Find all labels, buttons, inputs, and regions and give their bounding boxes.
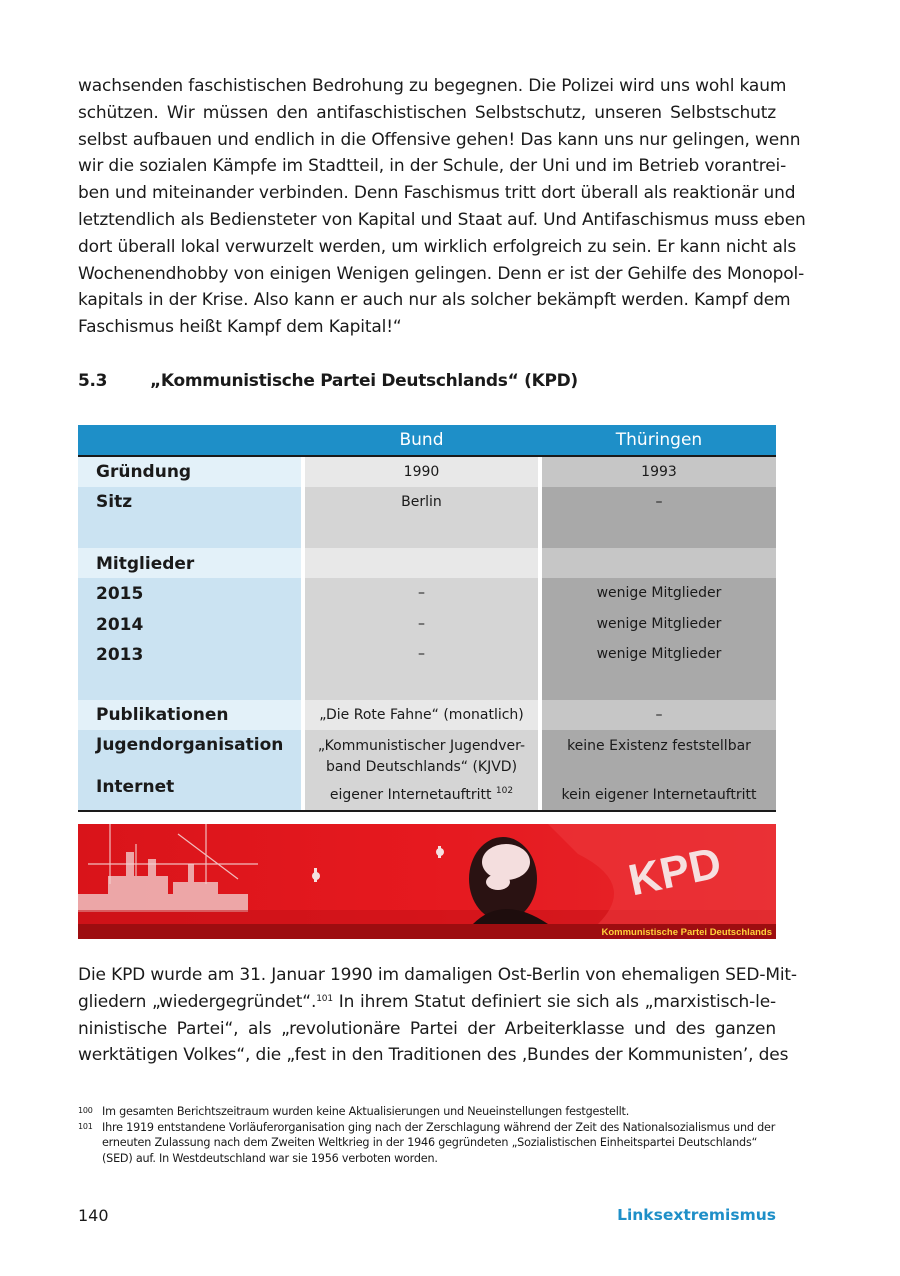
text-line: wachsenden faschistischen Bedrohung zu begegnen. Die Polizei wird uns wohl kaum [78,76,787,96]
header-bund: Bund [399,430,444,450]
text-line: selbst aufbauen und endlich in die Offensive gehen! Das kann uns nur gelingen, wenn [78,129,801,150]
text-line: Wochenendhobby von einigen Wenigen gelingen. Denn er ist der Gehilfe des Monopol- [78,263,805,284]
cell-bund: 1990 [305,457,538,487]
cell-bund: „Kommunistischer Jugendver- [317,738,526,754]
row-label: Gründung [78,457,301,487]
year-label: 2013 [96,645,144,665]
banner-logo-text: KPD [624,838,726,906]
banner-graphic [78,824,776,939]
text-line: letztendlich als Bediensteter von Kapital und Staat auf. Und Antifaschismus muss eben [78,209,806,230]
footnote-text: Ihre 1919 entstandene Vorläuferorganisation ging nach der Zerschlagung während der Zeit des Nationalsozialismus und der erneuten Zulassung nach dem Zweiten Weltkrieg in der 1946 gegründeten „Sozialistischen Einheitspartei Deutschlands“ (SED) auf. In Westdeutschland war sie 1956 verboten worden. [102,1120,776,1165]
footnote-ref: 101 [316,993,333,1004]
table-bottom-rule [78,810,776,812]
cell-thueringen: – [542,700,776,730]
cell-thueringen: wenige Mitglieder [596,615,722,632]
cell-thueringen: 1993 [542,457,776,487]
row-label: Jugendorganisation [96,735,284,755]
section-title: „Kommunistische Partei Deutschlands“ (KPD) [150,371,578,391]
table-row-years [78,578,776,700]
footnote-number: 101 [78,1121,93,1131]
banner-caption: Kommunistische Partei Deutschlands [601,927,772,938]
footnote-text: Im gesamten Berichtszeitraum wurden keine Aktualisierungen und Neueinstellungen festgestellt. [102,1105,630,1118]
text-line: ben und miteinander verbinden. Denn Faschismus tritt dort überall als reaktionär und [78,183,796,204]
top-paragraph [78,73,806,341]
year-label: 2015 [96,584,144,604]
cell-bund: – [418,615,425,632]
text-line: gliedern „wiedergegründet“.$^{101}$ In ihrem Statut definiert sie sich als „marxistisch-le- [78,991,776,1012]
kpd-facts-table [78,425,776,812]
table-row [78,700,776,730]
text-line: wir die sozialen Kämpfe im Stadtteil, in der Schule, der Uni und im Betrieb vorantrei- [78,156,787,177]
text-line: Faschismus heißt Kampf dem Kapital!“ [78,317,402,338]
bottom-paragraph [78,962,797,1069]
text-line: kapitals in der Krise. Also kann er auch nur als solcher bekämpft werden. Kampf dem [78,290,791,311]
kpd-banner-image [78,824,776,939]
text-line: schützen. Wir müssen den antifaschistischen Selbstschutz, unseren Selbstschutz [78,102,776,123]
table-row [78,730,776,810]
text-line: Die KPD wurde am 31. Januar 1990 im damaligen Ost-Berlin von ehemaligen SED-Mit- [78,965,797,985]
cell-thueringen: keine Existenz feststellbar [567,738,751,754]
section-number: 5.3 [78,371,108,391]
cell-bund: – [418,646,425,662]
section-heading [78,371,776,391]
cell-bund: „Die Rote Fahne“ (monatlich) [305,700,538,730]
row-label: Publikationen [78,700,301,730]
page-number: 140 [78,1206,109,1225]
cell-thueringen: kein eigener Internetauftritt [561,787,757,803]
text-line: dort überall lokal verwurzelt werden, um wirklich erfolgreich zu sein. Er kann nicht als [78,236,797,257]
cell-thueringen: – [542,487,776,548]
table-row [78,487,776,548]
footnote [78,1104,776,1120]
cell-thueringen: wenige Mitglieder [596,646,722,662]
table-header [78,425,776,457]
footnotes [78,1104,776,1166]
cell-bund: eigener Internetauftritt $^{102}$ [329,786,514,803]
footnote-ref: 102 [495,786,514,796]
row-label: Internet [96,777,175,797]
footnote [78,1120,776,1167]
chapter-title: Linksextremismus [617,1206,776,1224]
footnote-number: 100 [78,1106,93,1115]
row-label: Mitglieder [78,548,301,578]
text-line: ninistische Partei“, als „revolutionäre Partei der Arbeiterklasse und des ganzen [78,1018,776,1039]
cell-bund: Berlin [305,487,538,548]
table-row [78,457,776,487]
cell-bund: band Deutschlands“ (KJVD) [325,759,518,775]
cell-bund: – [418,585,425,601]
text-line: werktätigen Volkes“, die „fest in den Traditionen des ‚Bundes der Kommunisten’, des [78,1045,789,1066]
year-label: 2014 [96,614,144,635]
table-row [78,548,776,578]
header-thueringen: Thüringen [615,430,703,450]
row-label: Sitz [78,487,301,548]
cell-thueringen: wenige Mitglieder [596,585,722,601]
